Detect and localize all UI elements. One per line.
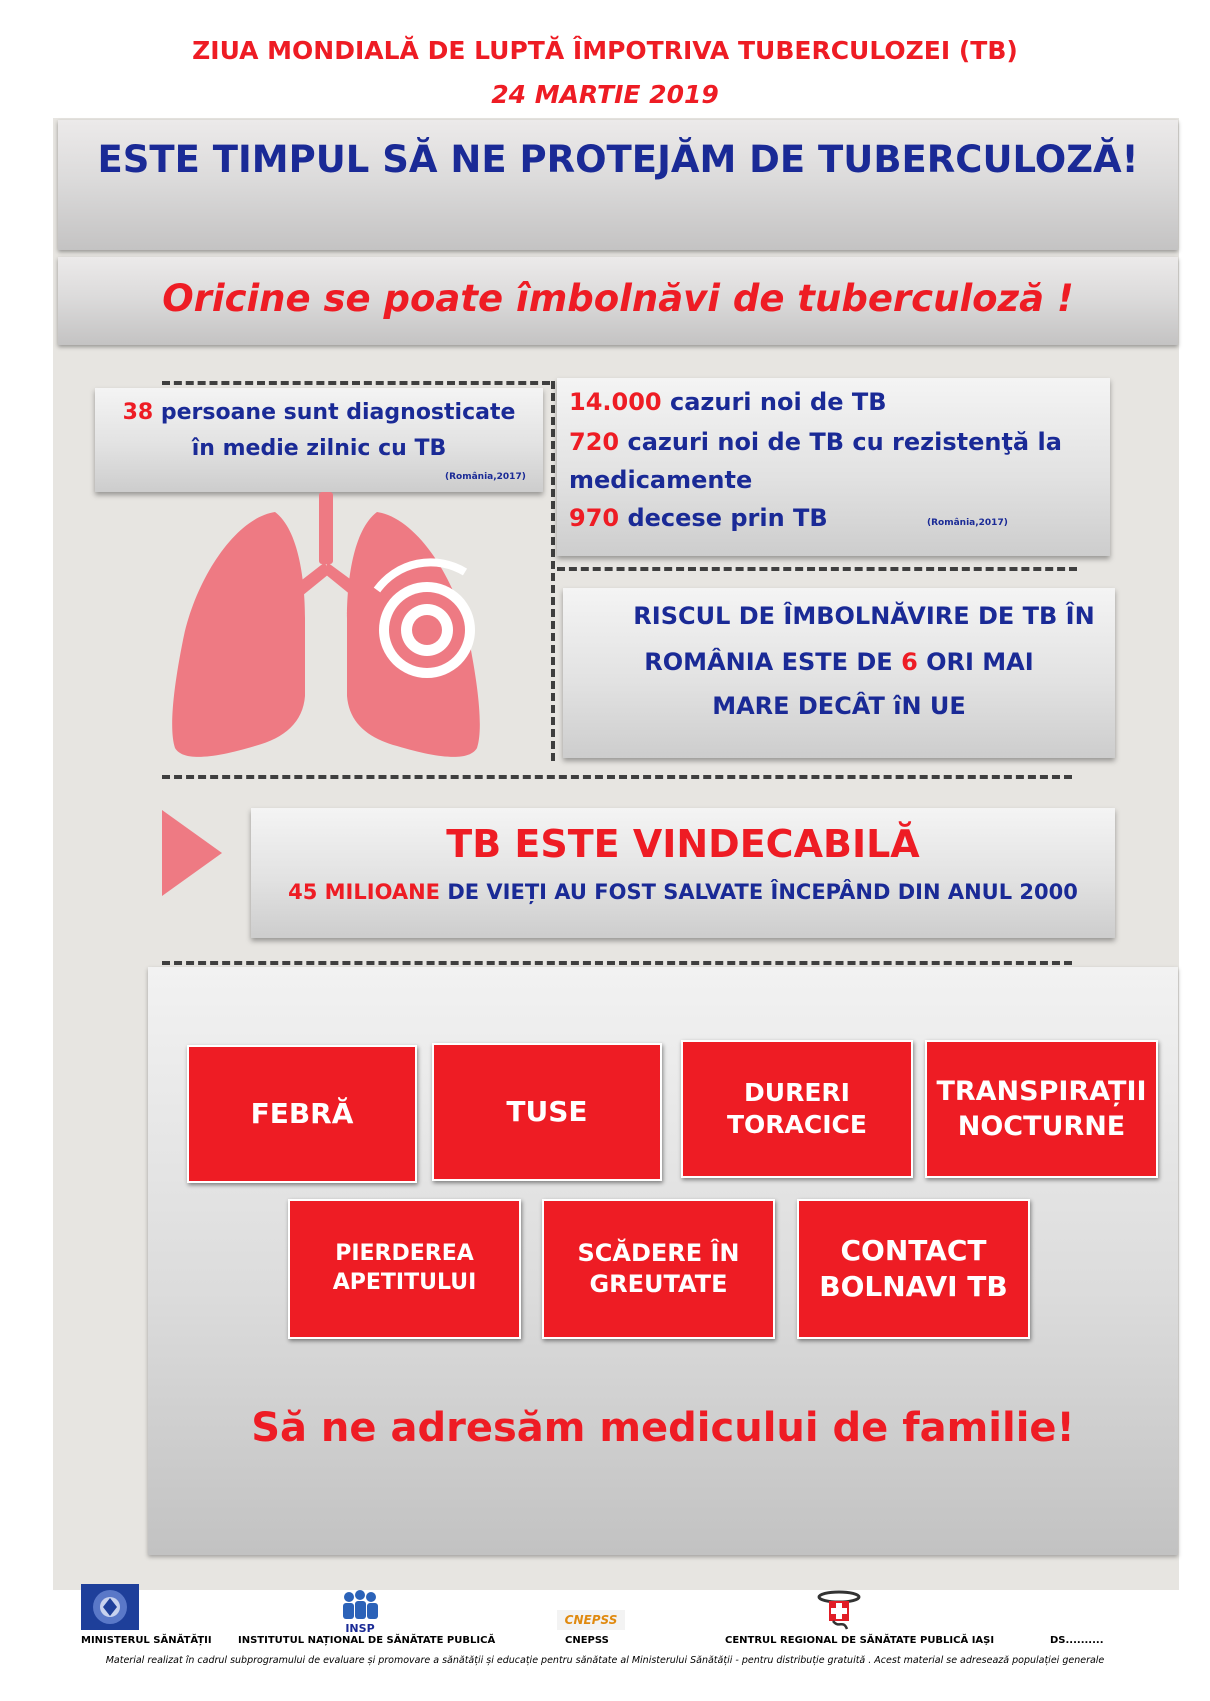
risk-multiplier: 6 xyxy=(901,648,918,676)
yearly-source: (România,2017) xyxy=(927,518,1008,528)
symptom-chest-pain xyxy=(681,1040,913,1178)
symptom-contact xyxy=(797,1199,1030,1339)
subheadline-band xyxy=(58,257,1178,345)
risk-line1: RISCUL DE ÎMBOLNĂVIRE DE TB ÎN xyxy=(633,602,1095,630)
call-to-action: Să ne adresăm medicului de familie! xyxy=(251,1405,1075,1451)
symptom-label-line2: TORACICE xyxy=(727,1110,867,1139)
risk-line2-b: ORI MAI xyxy=(917,648,1034,676)
symptom-night-sweats xyxy=(925,1040,1158,1178)
cnepss-logo-icon xyxy=(557,1610,625,1630)
headline-band xyxy=(58,120,1178,250)
ministry-logo-icon xyxy=(81,1584,139,1630)
saved-lives-number: 45 MILIOANE xyxy=(288,880,441,904)
symptom-label-line2: GREUTATE xyxy=(589,1270,728,1298)
divider xyxy=(162,775,1072,779)
curable-box xyxy=(251,808,1115,938)
symptom-weight-loss xyxy=(542,1199,775,1339)
daily-source: (România,2017) xyxy=(445,472,526,482)
poster-date: 24 MARTIE 2019 xyxy=(491,80,719,109)
risk-line3: MARE DECÂT îN UE xyxy=(712,692,966,720)
daily-number: 38 xyxy=(122,400,154,425)
divider-vertical xyxy=(551,381,555,761)
symptom-label-line2: BOLNAVI TB xyxy=(819,1270,1008,1303)
symptom-label: TUSE xyxy=(506,1094,588,1128)
footer-org-ds: DS.......... xyxy=(1050,1635,1104,1646)
poster-title: ZIUA MONDIALĂ DE LUPTĂ ÎMPOTRIVA TUBERCULOZEI (TB) xyxy=(192,36,1018,65)
resistant-text: cazuri noi de TB cu rezistenţă la xyxy=(619,428,1062,456)
footer-org-insp: INSTITUTUL NAȚIONAL DE SĂNĂTATE PUBLICĂ xyxy=(238,1635,496,1646)
subheadline-text: Oricine se poate îmbolnăvi de tuberculoză ! xyxy=(162,277,1074,320)
symptom-label: DURERI xyxy=(744,1077,850,1107)
symptom-label-line2: NOCTURNE xyxy=(957,1111,1126,1142)
footer-note: Material realizat în cadrul subprogramului de evaluare și promovare a sănătății și educație pentru sănătate al Ministerului Sănătății - pentru distribuție gratuită . Acest material se adresează populației generale xyxy=(105,1655,1105,1666)
divider xyxy=(557,567,1077,571)
risk-box xyxy=(563,588,1115,758)
symptom-fever xyxy=(187,1045,417,1183)
insp-logo-icon xyxy=(337,1590,383,1634)
new-cases-text: cazuri noi de TB xyxy=(661,388,887,416)
divider xyxy=(162,381,550,385)
daily-diagnosis-box xyxy=(95,388,543,492)
arrow-right-icon xyxy=(162,810,222,896)
crsp-iasi-logo-icon xyxy=(815,1589,863,1631)
symptom-label: FEBRĂ xyxy=(250,1096,354,1130)
resistant-number: 720 xyxy=(569,428,620,456)
symptom-cough xyxy=(432,1043,662,1181)
daily-text: persoane sunt diagnosticate xyxy=(153,400,516,425)
footer-org-cnepss: CNEPSS xyxy=(565,1635,609,1646)
deaths-number: 970 xyxy=(569,504,620,532)
symptom-label: CONTACT xyxy=(840,1233,987,1267)
symptom-label: PIERDEREA xyxy=(335,1241,474,1267)
lungs-icon xyxy=(165,490,515,770)
cnepss-logo-text: CNEPSS xyxy=(564,1613,618,1627)
symptom-label: SCĂDERE ÎN xyxy=(577,1238,740,1267)
deaths-text: decese prin TB xyxy=(619,504,828,532)
divider xyxy=(162,961,1072,965)
daily-text-line2: în medie zilnic cu TB xyxy=(191,436,447,461)
yearly-stats-box xyxy=(557,378,1110,556)
symptom-appetite-loss xyxy=(288,1199,521,1339)
new-cases-number: 14.000 xyxy=(569,388,662,416)
headline-text: ESTE TIMPUL SĂ NE PROTEJĂM DE TUBERCULOZĂ! xyxy=(97,138,1139,181)
symptom-label-line2: APETITULUI xyxy=(332,1270,477,1295)
curable-title: TB ESTE VINDECABILĂ xyxy=(446,822,920,866)
saved-lives-text: DE VIEȚI AU FOST SALVATE ÎNCEPÂND DIN ANUL 2000 xyxy=(440,880,1078,904)
insp-logo-text: INSP xyxy=(345,1622,375,1634)
resistant-text-2: medicamente xyxy=(569,466,753,494)
symptom-label: TRANSPIRAȚII xyxy=(936,1075,1147,1107)
footer-org-crsp: CENTRUL REGIONAL DE SĂNĂTATE PUBLICĂ IAȘI xyxy=(725,1635,995,1646)
risk-line2-a: ROMÂNIA ESTE DE xyxy=(644,648,902,676)
footer-org-ministry: MINISTERUL SĂNĂTĂȚII xyxy=(81,1635,212,1646)
